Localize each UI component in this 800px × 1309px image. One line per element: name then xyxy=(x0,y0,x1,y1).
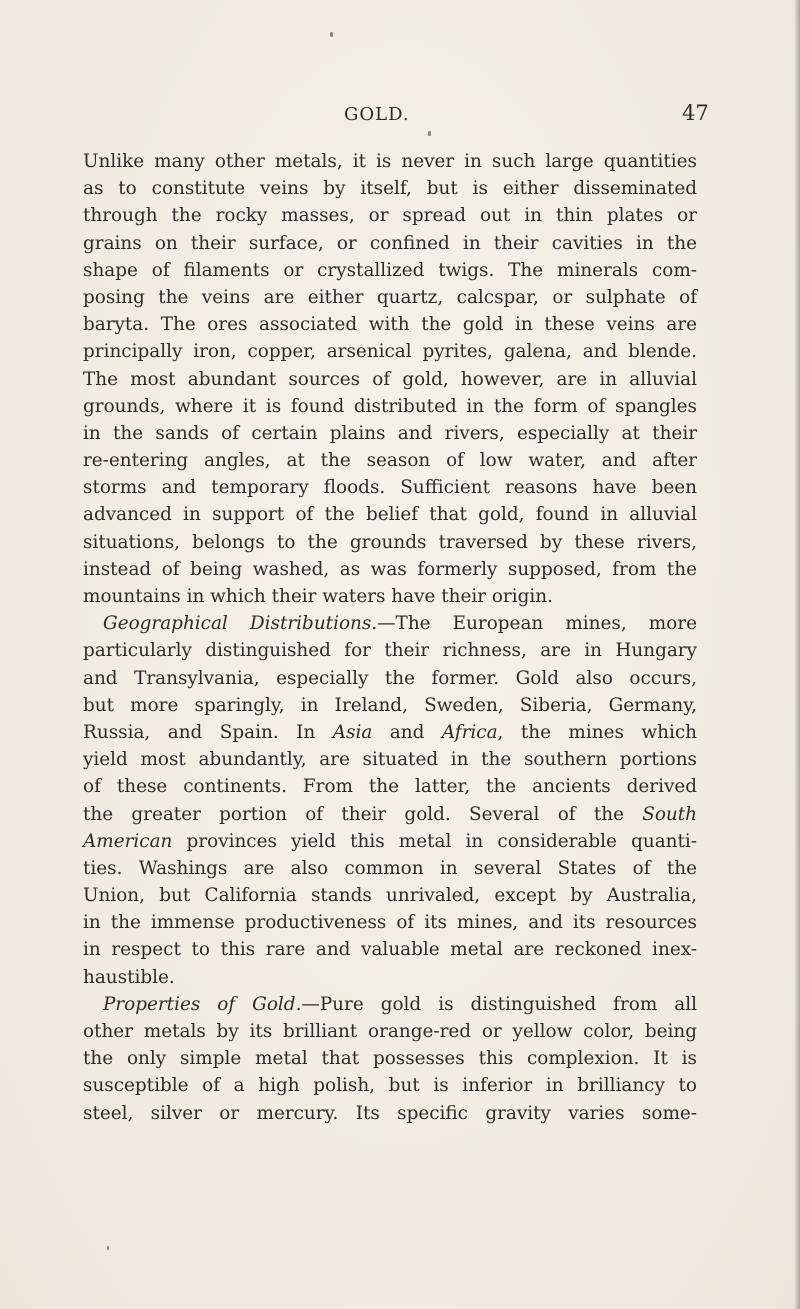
text-line: principally iron, copper, arsenical pyrites, galena, and blende. xyxy=(83,341,697,363)
text-line: the only simple metal that possesses this complexion. It is xyxy=(83,1048,697,1070)
text-line: through the rocky masses, or spread out in thin plates or xyxy=(83,205,697,227)
text-line: advanced in support of the belief that gold, found in alluvial xyxy=(83,504,697,526)
text-line: other metals by its brilliant orange-red or yellow color, being xyxy=(83,1021,697,1042)
text-line: ties. Washings are also common in several States of the xyxy=(83,857,697,879)
ink-speck xyxy=(428,131,431,136)
text-line: baryta. The ores associated with the gold in these veins are xyxy=(83,314,697,336)
page-number: 47 xyxy=(682,101,709,125)
text-line: steel, silver or mercury. Its specific gravity varies some- xyxy=(83,1102,697,1124)
page-header xyxy=(0,101,800,128)
text-line: instead of being washed, as was formerly supposed, from the xyxy=(83,558,697,580)
ink-speck xyxy=(107,1246,109,1250)
text-line: of these continents. From the latter, the ancients derived xyxy=(83,776,697,798)
text-line: in the immense productiveness of its mines, and its resources xyxy=(83,912,697,934)
text-line: Union, but California stands unrivaled, except by Australia, xyxy=(83,885,697,907)
text-line: as to constitute veins by itself, but is either disseminated xyxy=(83,178,697,200)
section-heading: Geographical Distributions. xyxy=(103,613,378,635)
text-line: but more sparingly, in Ireland, Sweden, Siberia, Germany, xyxy=(83,694,697,716)
text-line: mountains in which their waters have their origin. xyxy=(83,586,553,607)
text-line: American provinces yield this metal in considerable quanti- xyxy=(83,830,697,852)
text-line: haustible. xyxy=(83,966,175,988)
text-line: re-entering angles, at the season of low water, and after xyxy=(83,450,697,472)
text-line: storms and temporary floods. Sufficient reasons have been xyxy=(83,477,697,499)
text-line: in respect to this rare and valuable metal are reckoned inex- xyxy=(83,939,697,961)
text-line: particularly distinguished for their richness, are in Hungary xyxy=(83,640,697,662)
text-line: susceptible of a high polish, but is inferior in brilliancy to xyxy=(83,1075,697,1097)
text-line: situations, belongs to the grounds traversed by these rivers, xyxy=(83,531,697,553)
text-line: in the sands of certain plains and rivers, especially at their xyxy=(83,422,697,444)
text-line: the greater portion of their gold. Several of the South xyxy=(83,803,697,825)
page-edge-shadow xyxy=(794,0,800,1309)
text-line: Unlike many other metals, it is never in such large quantities xyxy=(83,151,697,172)
text-line: and Transylvania, especially the former. Gold also occurs, xyxy=(83,667,697,689)
body-text xyxy=(83,148,697,1127)
text-line: Russia, and Spain. In Asia and Africa, the mines which xyxy=(83,721,697,743)
text-line: grounds, where it is found distributed in the form of spangles xyxy=(83,395,697,417)
ink-speck xyxy=(330,32,333,37)
running-head: GOLD. xyxy=(344,104,410,125)
text-line: The most abundant sources of gold, however, are in alluvial xyxy=(83,368,697,390)
text-line: yield most abundantly, are situated in the southern portions xyxy=(83,749,697,771)
text-line: posing the veins are either quartz, calcspar, or sulphate of xyxy=(83,286,697,308)
section-heading-line: Geographical Distributions.—The European mines, more xyxy=(103,613,697,635)
text-line: shape of filaments or crystallized twigs. The minerals com- xyxy=(83,259,697,281)
section-heading: Properties of Gold. xyxy=(103,993,302,1015)
section-heading-line: Properties of Gold.—Pure gold is distinguished from all xyxy=(103,993,697,1015)
text-line: grains on their surface, or confined in their cavities in the xyxy=(83,232,697,254)
